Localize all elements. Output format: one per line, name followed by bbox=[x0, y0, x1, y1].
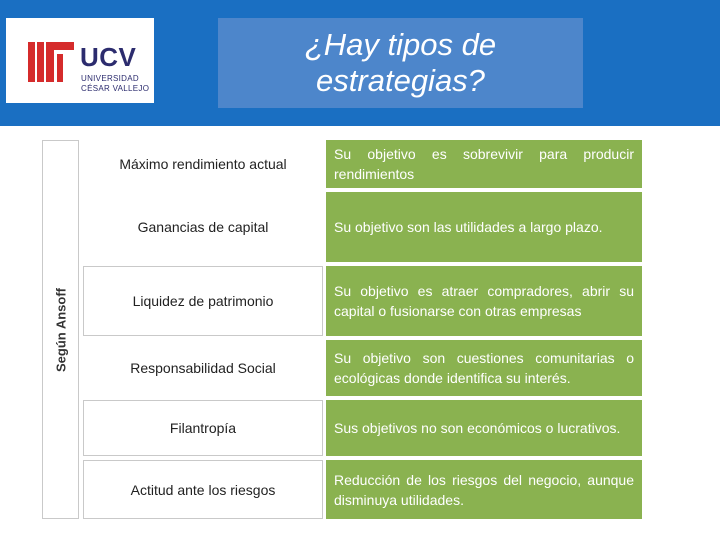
page-title: ¿Hay tipos de estrategias? bbox=[304, 27, 497, 98]
logo-subtitle-line2: CÉSAR VALLEJO bbox=[81, 84, 150, 93]
strategy-description-6: Reducción de los riesgos del negocio, aunque disminuya utilidades. bbox=[326, 460, 642, 519]
header-bar bbox=[0, 0, 720, 126]
strategy-description-2: Su objetivo son las utilidades a largo plazo. bbox=[326, 192, 642, 262]
strategy-description-4: Su objetivo son cuestiones comunitarias o ecológicas donde identifica su interés. bbox=[326, 340, 642, 396]
strategy-description-3: Su objetivo es atraer compradores, abrir su capital o fusionarse con otras empresas bbox=[326, 266, 642, 336]
title-box bbox=[218, 18, 583, 108]
side-label-box bbox=[42, 140, 79, 519]
ucv-emblem-icon bbox=[28, 40, 74, 84]
logo-subtitle bbox=[81, 74, 149, 94]
strategy-label-6: Actitud ante los riesgos bbox=[83, 460, 323, 519]
logo-subtitle-line1: UNIVERSIDAD bbox=[81, 74, 139, 83]
strategy-label-4: Responsabilidad Social bbox=[130, 360, 276, 376]
strategy-label-1: Máximo rendimiento actual bbox=[119, 156, 287, 172]
strategy-label-2: Ganancias de capital bbox=[137, 219, 269, 235]
logo-name: UCV bbox=[80, 42, 137, 72]
side-label: Según Ansoff bbox=[53, 287, 68, 372]
strategy-description-5: Sus objetivos no son económicos o lucrativos. bbox=[326, 400, 642, 456]
ucv-logo bbox=[6, 18, 154, 103]
strategy-description-1: Su objetivo es sobrevivir para producir rendimientos bbox=[326, 140, 642, 188]
strategy-label-3: Liquidez de patrimonio bbox=[83, 266, 323, 336]
strategy-label-5: Filantropía bbox=[83, 400, 323, 456]
